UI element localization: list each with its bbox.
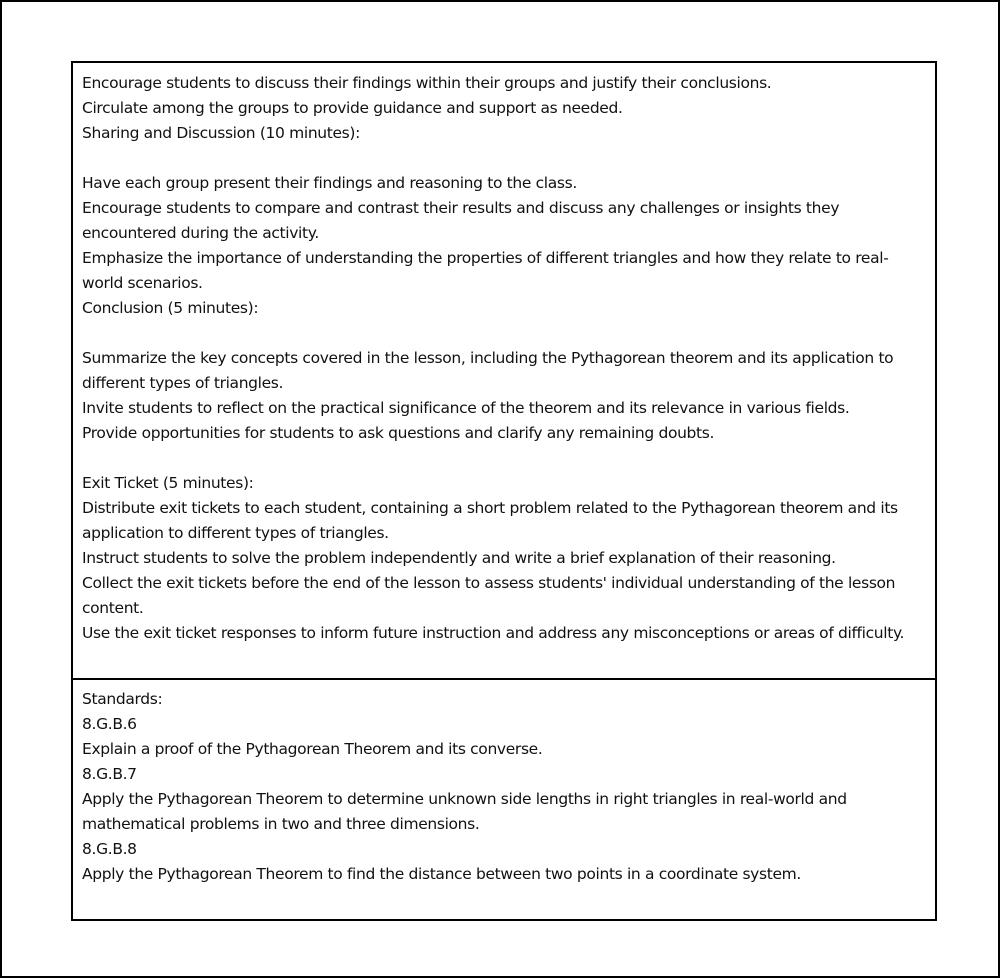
blank-line [82,321,925,346]
activities-line: Invite students to reflect on the practical significance of the theorem and its relevance in various fields. [82,399,850,417]
standard-code: 8.G.B.7 [82,765,137,783]
blank-line [82,446,925,471]
standards-cell [73,680,935,919]
activities-line: Distribute exit tickets to each student, containing a short problem related to the Pythagorean theorem and its application to different types of triangles. [82,499,898,542]
standards-heading: Standards: [82,690,163,708]
standard-description: Apply the Pythagorean Theorem to determine unknown side lengths in right triangles in real-world and mathematical problems in two and three dimensions. [82,790,847,833]
standard-code: 8.G.B.8 [82,840,137,858]
standard-description: Apply the Pythagorean Theorem to find the distance between two points in a coordinate system. [82,865,801,883]
lesson-plan-table [71,61,937,921]
activities-line: Encourage students to compare and contrast their results and discuss any challenges or insights they encountered during the activity. [82,199,840,242]
activities-line: Summarize the key concepts covered in the lesson, including the Pythagorean theorem and its application to different types of triangles. [82,349,894,392]
activities-line: Collect the exit tickets before the end of the lesson to assess students' individual understanding of the lesson content. [82,574,896,617]
standard-code: 8.G.B.6 [82,715,137,733]
activities-cell [73,63,935,680]
section-heading-sharing-discussion: Sharing and Discussion (10 minutes): [82,124,360,142]
activities-line: Encourage students to discuss their findings within their groups and justify their conclusions. [82,74,772,92]
activities-line: Circulate among the groups to provide guidance and support as needed. [82,99,623,117]
blank-line [82,146,925,171]
activities-line: Have each group present their findings and reasoning to the class. [82,174,577,192]
activities-line: Use the exit ticket responses to inform future instruction and address any misconceptions or areas of difficulty. [82,624,905,642]
section-heading-conclusion: Conclusion (5 minutes): [82,299,259,317]
activities-line: Emphasize the importance of understanding the properties of different triangles and how they relate to real-world scenarios. [82,249,889,292]
activities-line: Instruct students to solve the problem independently and write a brief explanation of their reasoning. [82,549,836,567]
section-heading-exit-ticket: Exit Ticket (5 minutes): [82,474,254,492]
activities-line: Provide opportunities for students to ask questions and clarify any remaining doubts. [82,424,715,442]
standard-description: Explain a proof of the Pythagorean Theorem and its converse. [82,740,543,758]
